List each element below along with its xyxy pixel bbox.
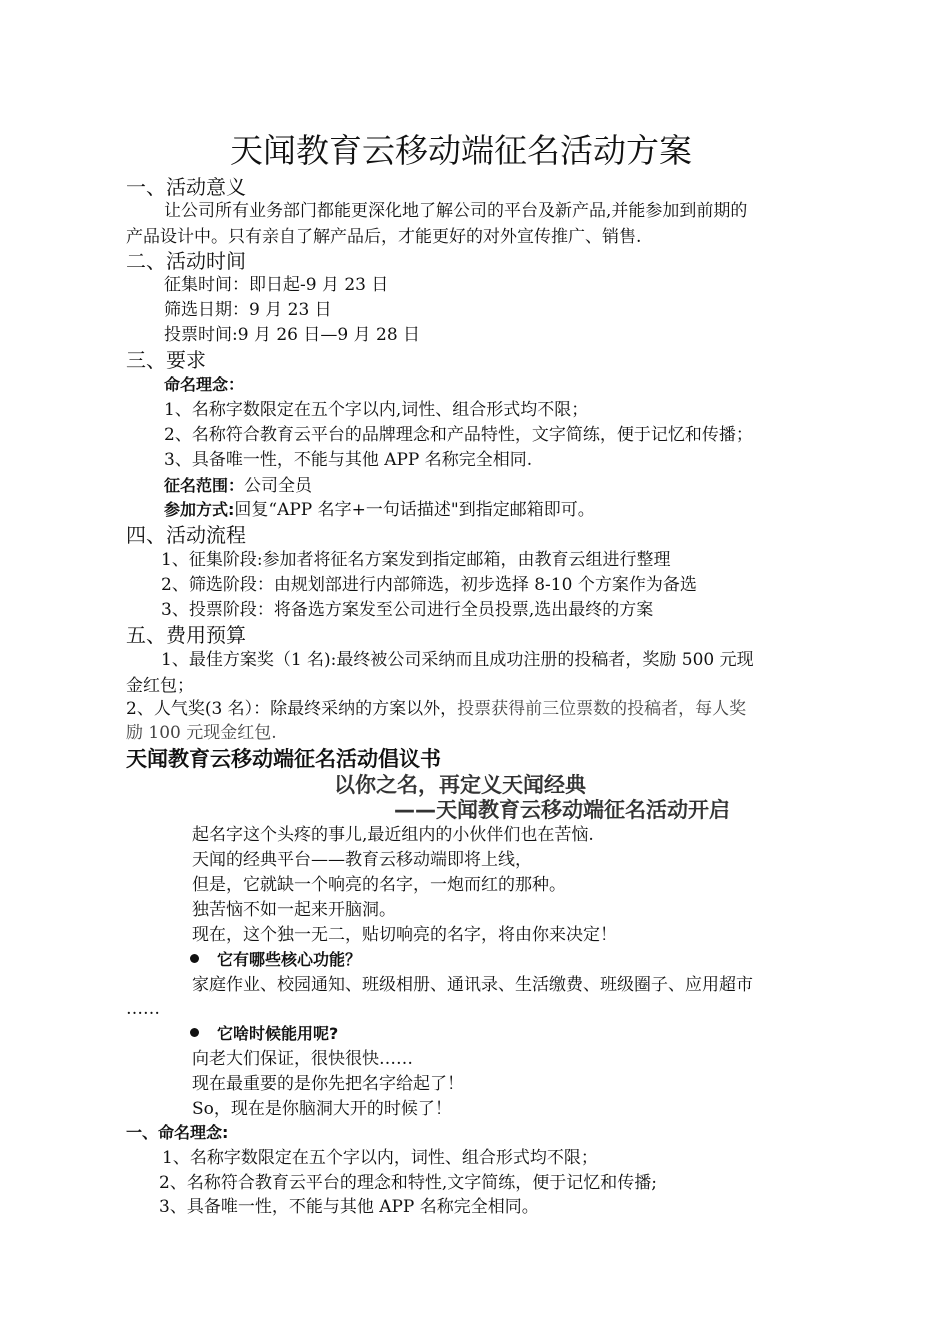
- label-naming-concept: 命名理念：: [164, 375, 245, 394]
- paragraph-line: 起名字这个头疼的事儿,最近组内的小伙伴们也在苦恼.: [192, 825, 594, 845]
- list-item: 3、具备唯一性，不能与其他 APP 名称完全相同.: [164, 450, 533, 470]
- paragraph-line: 励 100 元现金红包.: [126, 723, 277, 743]
- section-heading-requirements: 三、要求: [126, 348, 206, 372]
- bullet-item: [190, 949, 361, 971]
- text-run: 投票获得前三位票数的投稿者，每人奖: [457, 699, 747, 719]
- section-heading-process: 四、活动流程: [126, 523, 246, 547]
- text-line: 征集时间：即日起-9 月 23 日: [164, 275, 389, 295]
- list-item: 2、筛选阶段：由规划部进行内部筛选，初步选择 8-10 个方案作为备选: [161, 575, 697, 595]
- paragraph-line: 现在，这个独一无二，贴切响亮的名字，将由你来决定！: [192, 925, 617, 945]
- section-heading-time: 二、活动时间: [126, 249, 246, 273]
- list-item: 3、投票阶段：将备选方案发至公司进行全员投票,选出最终的方案: [161, 600, 654, 620]
- paragraph-line: ……: [126, 999, 160, 1019]
- bullet-item: [190, 1023, 338, 1045]
- paragraph-line: 产品设计中。只有亲自了解产品后，才能更好的对外宣传推广、销售.: [126, 227, 642, 247]
- naming-concept-heading: 一、命名理念:: [126, 1123, 229, 1142]
- paragraph-line: 金红包；: [126, 676, 194, 696]
- list-item: 1、征集阶段:参加者将征名方案发到指定邮箱，由教育云组进行整理: [161, 550, 671, 570]
- text-run: 2、人气奖(3 名）：除最终采纳的方案以外，: [126, 699, 458, 719]
- paragraph-line: 现在最重要的是你先把名字给起了！: [192, 1074, 464, 1094]
- page-title: 天闻教育云移动端征名活动方案: [230, 131, 692, 170]
- bullet-dot-icon: [190, 954, 199, 963]
- method-line: [164, 499, 595, 521]
- paragraph-line: 家庭作业、校园通知、班级相册、通讯录、生活缴费、班级圈子、应用超市: [192, 975, 753, 995]
- proposal-heading: 天闻教育云移动端征名活动倡议书: [126, 747, 441, 771]
- paragraph-line: 1、最佳方案奖（1 名):最终被公司采纳而且成功注册的投稿者，奖励 500 元现: [161, 650, 754, 670]
- section-heading-budget: 五、费用预算: [126, 623, 246, 647]
- question: 它啥时候能用呢?: [217, 1024, 339, 1043]
- paragraph-line: So，现在是你脑洞大开的时候了！: [192, 1099, 452, 1119]
- paragraph-line: [126, 698, 746, 720]
- paragraph-line: 向老大们保证，很快很快……: [192, 1049, 413, 1069]
- scope-value: 公司全员: [244, 476, 313, 496]
- paragraph-line: 但是，它就缺一个响亮的名字，一炮而红的那种。: [192, 875, 566, 895]
- list-item: 1、名称字数限定在五个字以内，词性、组合形式均不限；: [162, 1148, 598, 1168]
- text-line: 筛选日期：9 月 23 日: [164, 300, 332, 320]
- list-item: 1、名称字数限定在五个字以内,词性、组合形式均不限；: [164, 400, 589, 420]
- method-value: 回复“APP 名字+一句话描述"到指定邮箱即可。: [234, 500, 595, 520]
- paragraph-line: 独苦恼不如一起来开脑洞。: [192, 900, 396, 920]
- paragraph-line: 让公司所有业务部门都能更深化地了解公司的平台及新产品,并能参加到前期的: [164, 201, 748, 221]
- question: 它有哪些核心功能？: [217, 950, 362, 969]
- text-line: 投票时间:9 月 26 日—9 月 28 日: [164, 325, 421, 345]
- scope-line: [164, 475, 312, 497]
- bullet-dot-icon: [190, 1028, 199, 1037]
- paragraph-line: 天闻的经典平台——教育云移动端即将上线，: [192, 850, 532, 870]
- list-item: 3、具备唯一性，不能与其他 APP 名称完全相同。: [159, 1197, 539, 1217]
- label-method: 参加方式:: [164, 500, 235, 519]
- slogan: 以你之名，再定义天闻经典: [334, 773, 586, 797]
- label-scope: 征名范围：: [164, 476, 245, 495]
- list-item: 2、名称符合教育云平台的理念和特性,文字简练，便于记忆和传播;: [159, 1173, 657, 1193]
- list-item: 2、名称符合教育云平台的品牌理念和产品特性，文字简练，便于记忆和传播；: [164, 425, 753, 445]
- sub-slogan: ——天闻教育云移动端征名活动开启: [394, 798, 730, 822]
- section-heading-significance: 一、活动意义: [126, 175, 246, 199]
